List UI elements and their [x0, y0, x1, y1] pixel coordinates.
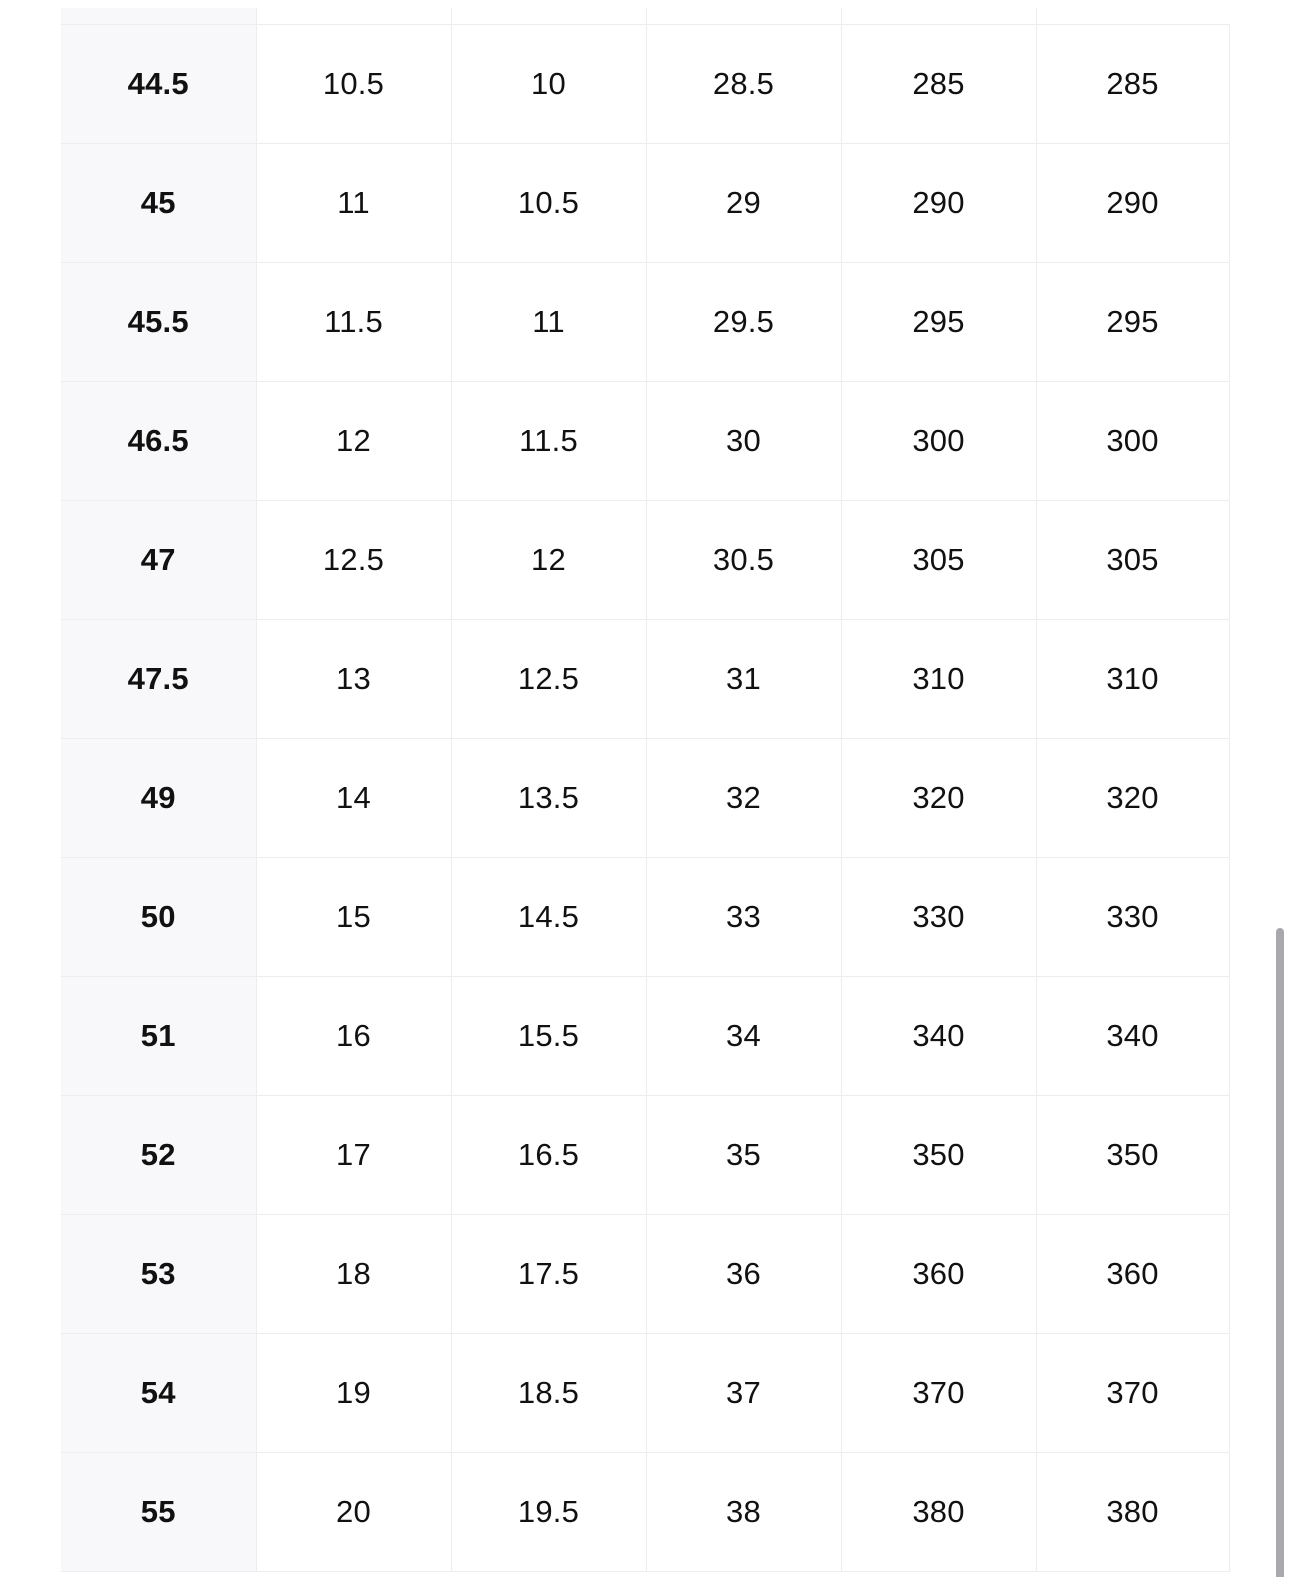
size-cell: 12.5	[256, 501, 451, 620]
size-cell: 320	[841, 739, 1036, 858]
size-cell: 18.5	[451, 1334, 646, 1453]
size-cell: 10.5	[451, 144, 646, 263]
size-cell: 12	[256, 382, 451, 501]
size-cell: 38	[646, 1453, 841, 1572]
size-cell: 295	[1036, 263, 1229, 382]
size-cell: 360	[1036, 1215, 1229, 1334]
scrollbar-thumb[interactable]	[1276, 928, 1284, 1577]
size-cell-eu: 50	[61, 858, 256, 977]
size-cell: 32	[646, 739, 841, 858]
table-row	[61, 1215, 1229, 1334]
size-cell: 19.5	[451, 1453, 646, 1572]
table-row	[61, 1453, 1229, 1572]
size-cell: 285	[841, 25, 1036, 144]
size-cell: 10	[451, 25, 646, 144]
size-cell-eu: 47	[61, 501, 256, 620]
size-cell: 330	[841, 858, 1036, 977]
size-cell: 15.5	[451, 977, 646, 1096]
table-row	[61, 739, 1229, 858]
size-cell-eu: 55	[61, 1453, 256, 1572]
table-row	[61, 1096, 1229, 1215]
size-cell: 11	[256, 144, 451, 263]
size-cell: 290	[1036, 144, 1229, 263]
size-cell: 13.5	[451, 739, 646, 858]
size-cell-eu: 44.5	[61, 25, 256, 144]
size-cell: 29	[646, 144, 841, 263]
size-cell-eu: 47.5	[61, 620, 256, 739]
size-cell-eu: 49	[61, 739, 256, 858]
size-cell: 17.5	[451, 1215, 646, 1334]
size-cell: 14.5	[451, 858, 646, 977]
size-cell: 16.5	[451, 1096, 646, 1215]
size-cell: 17	[256, 1096, 451, 1215]
size-cell-eu: 52	[61, 1096, 256, 1215]
table-row	[61, 144, 1229, 263]
size-cell: 13	[256, 620, 451, 739]
scrollbar[interactable]	[1270, 0, 1290, 1577]
size-cell: 35	[646, 1096, 841, 1215]
size-cell: 360	[841, 1215, 1036, 1334]
size-cell: 28.5	[646, 25, 841, 144]
table-row	[61, 620, 1229, 739]
size-cell: 36	[646, 1215, 841, 1334]
size-cell: 16	[256, 977, 451, 1096]
size-cell: 29.5	[646, 263, 841, 382]
size-cell: 30.5	[646, 501, 841, 620]
size-cell-eu: 45	[61, 144, 256, 263]
size-cell: 15	[256, 858, 451, 977]
size-cell: 11.5	[451, 382, 646, 501]
size-cell: 20	[256, 1453, 451, 1572]
size-cell: 295	[841, 263, 1036, 382]
size-cell: 350	[841, 1096, 1036, 1215]
size-cell: 380	[1036, 1453, 1229, 1572]
size-cell: 340	[1036, 977, 1229, 1096]
table-row	[61, 382, 1229, 501]
size-cell: 14	[256, 739, 451, 858]
size-cell: 33	[646, 858, 841, 977]
size-cell: 285	[1036, 25, 1229, 144]
size-cell-eu: 45.5	[61, 263, 256, 382]
size-cell-eu: 46.5	[61, 382, 256, 501]
table-row	[61, 977, 1229, 1096]
size-cell: 290	[841, 144, 1036, 263]
table-row	[61, 858, 1229, 977]
size-cell: 31	[646, 620, 841, 739]
table-row	[61, 25, 1229, 144]
size-cell-eu: 51	[61, 977, 256, 1096]
size-cell: 37	[646, 1334, 841, 1453]
size-cell: 320	[1036, 739, 1229, 858]
size-cell: 30	[646, 382, 841, 501]
size-cell: 370	[1036, 1334, 1229, 1453]
size-cell: 18	[256, 1215, 451, 1334]
size-cell: 10.5	[256, 25, 451, 144]
size-cell-eu: 53	[61, 1215, 256, 1334]
size-cell: 380	[841, 1453, 1036, 1572]
size-cell: 300	[1036, 382, 1229, 501]
size-cell: 330	[1036, 858, 1229, 977]
size-cell: 11.5	[256, 263, 451, 382]
size-cell: 305	[841, 501, 1036, 620]
size-cell: 310	[841, 620, 1036, 739]
size-cell: 300	[841, 382, 1036, 501]
size-cell: 310	[1036, 620, 1229, 739]
size-cell: 34	[646, 977, 841, 1096]
table-row	[61, 1334, 1229, 1453]
table-row	[61, 501, 1229, 620]
size-chart-body	[61, 25, 1229, 1572]
size-cell-eu: 54	[61, 1334, 256, 1453]
table-row	[61, 263, 1229, 382]
size-chart-table	[61, 8, 1230, 1572]
table-row-partial	[61, 8, 1229, 25]
size-cell: 370	[841, 1334, 1036, 1453]
size-cell: 19	[256, 1334, 451, 1453]
size-cell: 350	[1036, 1096, 1229, 1215]
size-cell: 340	[841, 977, 1036, 1096]
size-cell: 305	[1036, 501, 1229, 620]
size-cell: 11	[451, 263, 646, 382]
size-cell: 12	[451, 501, 646, 620]
size-cell: 12.5	[451, 620, 646, 739]
